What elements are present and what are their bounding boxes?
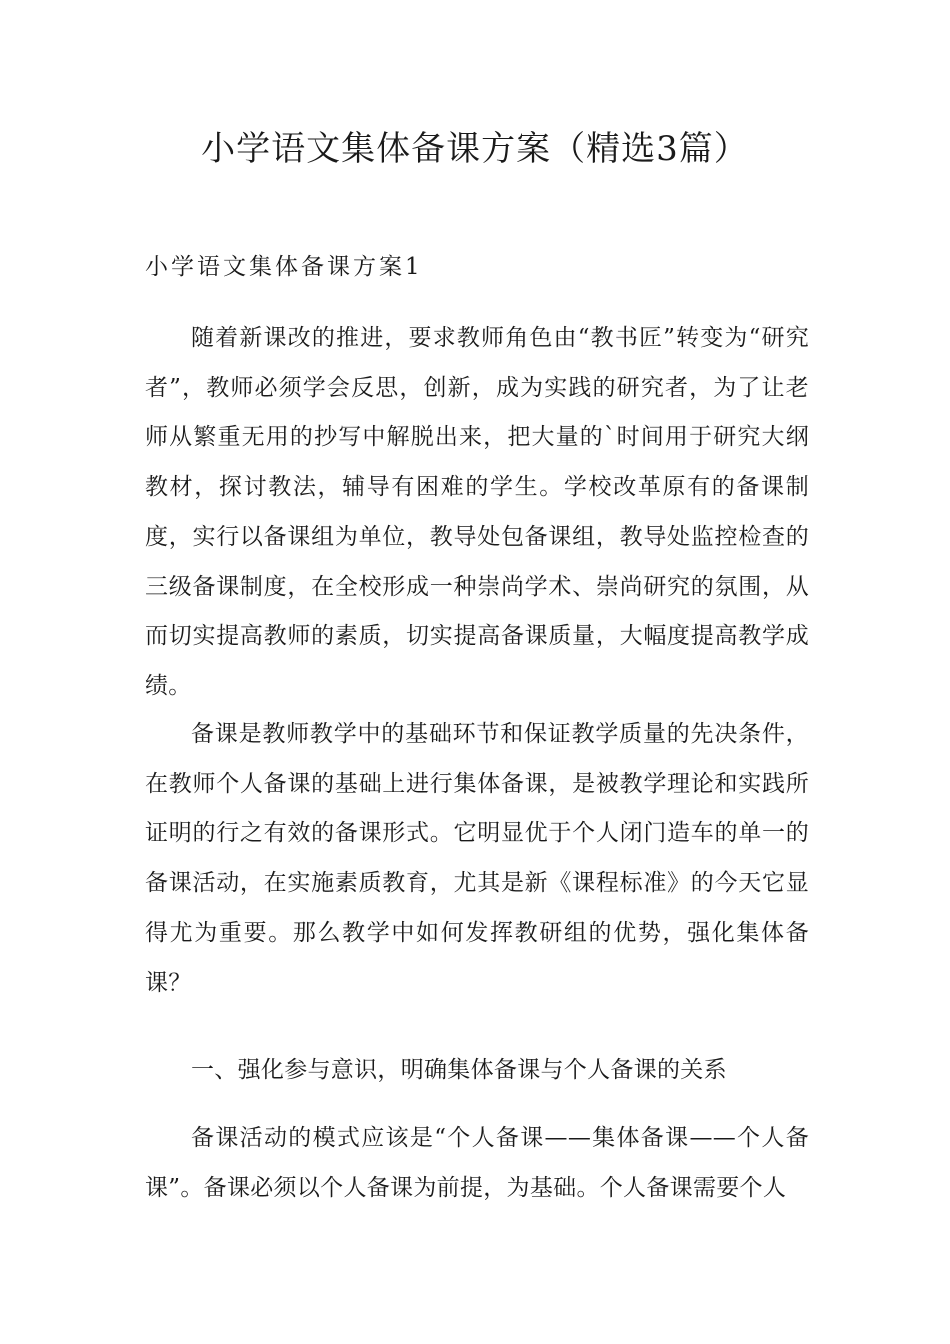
subheading-1: 一、强化参与意识，明确集体备课与个人备课的关系 xyxy=(191,1057,727,1083)
section-heading: 小学语文集体备课方案1 xyxy=(145,254,423,280)
document-title: 小学语文集体备课方案（精选3篇） xyxy=(201,129,749,169)
paragraph-1: 随着新课改的推进，要求教师角色由“教书匠”转变为“研究者”，教师必须学会反思，创新，成为实践的研究者，为了让老师从繁重无用的抄写中解脱出来，把大量的`时间用于研究大纲教材，探讨教法，辅导有困难的学生。学校改革原有的备课制度，实行以备课组为单位，教导处包备课组，教导处监控检查的三级备课制度，在全校形成一种崇尚学术、崇尚研究的氛围，从而切实提高教师的素质，切实提高备课质量，大幅度提高教学成绩。 xyxy=(145,325,809,699)
paragraph-2: 备课是教师教学中的基础环节和保证教学质量的先决条件，在教师个人备课的基础上进行集体备课，是被教学理论和实践所证明的行之有效的备课形式。它明显优于个人闭门造车的单一的备课活动，在实施素质教育，尤其是新《课程标准》的今天它显得尤为重要。那么教学中如何发挥教研组的优势，强化集体备课？ xyxy=(145,721,809,996)
paragraph-3: 备课活动的模式应该是“个人备课——集体备课——个人备课”。备课必须以个人备课为前提，为基础。个人备课需要个人 xyxy=(145,1125,809,1201)
